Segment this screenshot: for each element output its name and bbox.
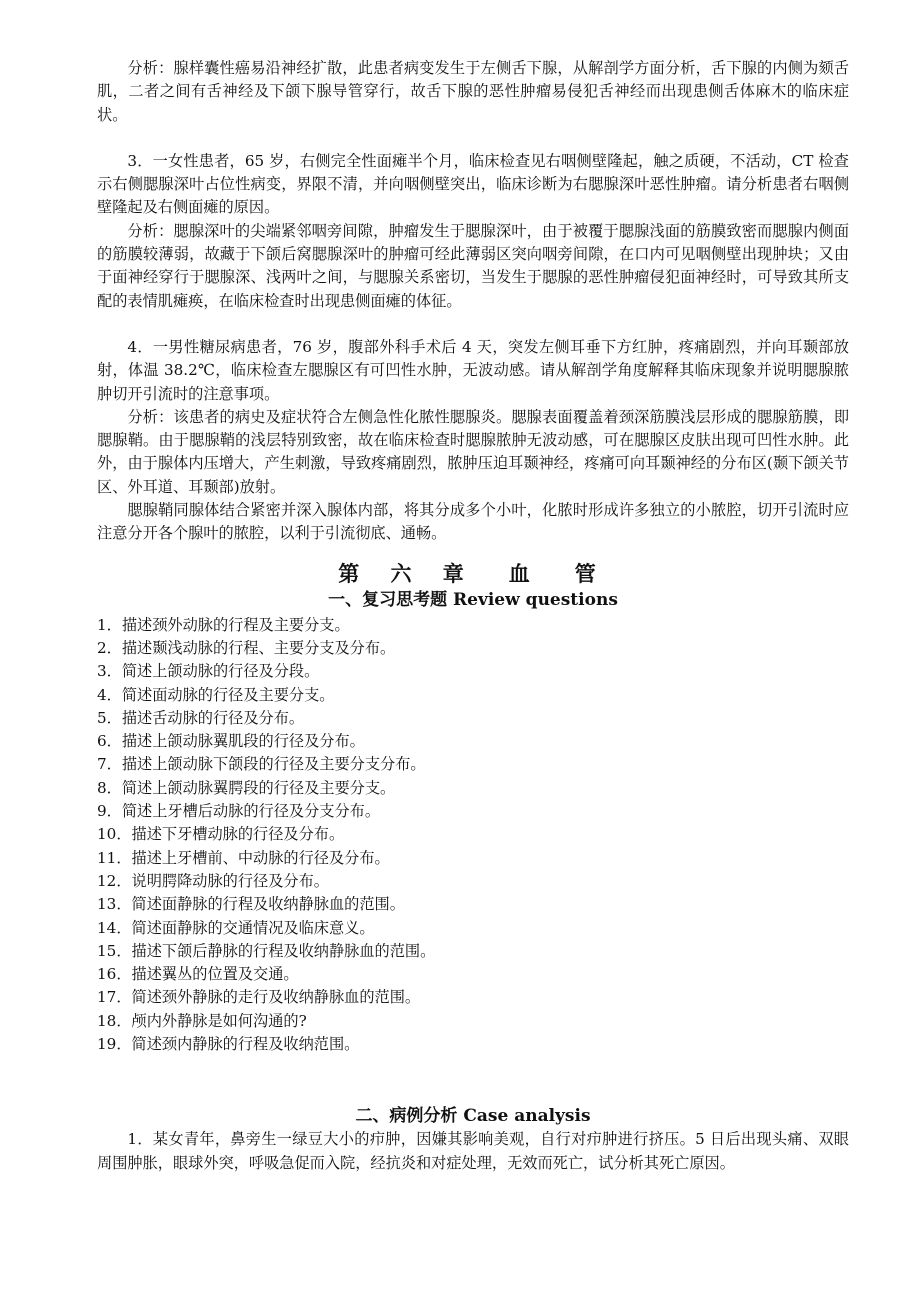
list-item: 8．简述上颌动脉翼腭段的行径及主要分支。 bbox=[97, 778, 396, 797]
list-item: 18．颅内外静脉是如何沟通的? bbox=[97, 1011, 307, 1030]
list-item: 19．简述颈内静脉的行程及收纳范围。 bbox=[97, 1034, 360, 1053]
list-item: 2．描述颞浅动脉的行程、主要分支及分布。 bbox=[97, 638, 396, 657]
list-item: 12．说明腭降动脉的行径及分布。 bbox=[97, 871, 329, 890]
list-item: 16．描述翼丛的位置及交通。 bbox=[97, 965, 299, 984]
paragraph-gap bbox=[97, 313, 849, 336]
section-gap bbox=[97, 1056, 849, 1104]
analysis-paragraph-case-4: 分析：该患者的病史及症状符合左侧急性化脓性腮腺炎。腮腺表面覆盖着颈深筋膜浅层形成的腮腺筋膜，即腮腺鞘。由于腮腺鞘的浅层特别致密，故在临床检查时腮腺脓肿无波动感，可在腮腺区皮肤出现可凹性水肿。此外，由于腺体内压增大，产生刺激，导致疼痛剧烈，脓肿压迫耳颞神经，疼痛可向耳颞神经的分布区(颞下颌关节区、外耳道、耳颞部)放射。 bbox=[97, 407, 849, 496]
list-item: 6．描述上颌动脉翼肌段的行径及分布。 bbox=[97, 732, 365, 751]
list-item: 7．描述上颌动脉下颌段的行径及主要分支分布。 bbox=[97, 755, 426, 774]
case-3-paragraph: 3．一女性患者，65 岁，右侧完全性面瘫半个月，临床检查见右咽侧壁隆起，触之质硬，不活动，CT 检查示右侧腮腺深叶占位性病变，界限不清，并向咽侧壁突出，临床诊断为右腮腺深叶恶性肿瘤。请分析患者右咽侧壁隆起及右侧面瘫的原因。 bbox=[97, 151, 849, 217]
list-item: 13．简述面静脉的行程及收纳静脉血的范围。 bbox=[97, 895, 405, 914]
paragraph-gap bbox=[97, 127, 849, 150]
case-analysis-heading: 二、病例分析 Case analysis bbox=[355, 1106, 591, 1127]
analysis-paragraph-case-2: 分析：腺样囊性癌易沿神经扩散，此患者病变发生于左侧舌下腺，从解剖学方面分析，舌下腺的内侧为颏舌肌，二者之间有舌神经及下颌下腺导管穿行，故舌下腺的恶性肿瘤易侵犯舌神经而出现患侧舌体麻木的临床症状。 bbox=[97, 59, 849, 124]
case-4-paragraph: 4．一男性糖尿病患者，76 岁，腹部外科手术后 4 天，突发左侧耳垂下方红肿，疼痛剧烈，并向耳颞部放射，体温 38.2℃，临床检查左腮腺区有可凹性水肿，无波动感。请从解剖学角度解释其临床现象并说明腮腺脓肿切开引流时的注意事项。 bbox=[97, 337, 849, 403]
review-questions-heading: 一、复习思考题 Review questions bbox=[328, 589, 618, 610]
list-item: 17．简述颈外静脉的走行及收纳静脉血的范围。 bbox=[97, 988, 421, 1007]
review-questions-list bbox=[97, 614, 849, 1057]
analysis-paragraph-case-4-continued: 腮腺鞘同腺体结合紧密并深入腺体内部，将其分成多个小叶，化脓时形成许多独立的小脓腔，切开引流时应注意分开各个腺叶的脓腔，以利于引流彻底、通畅。 bbox=[97, 501, 849, 543]
list-item: 1．描述颈外动脉的行程及主要分支。 bbox=[97, 615, 350, 634]
list-item: 4．简述面动脉的行径及主要分支。 bbox=[97, 685, 335, 704]
list-item: 14．简述面静脉的交通情况及临床意义。 bbox=[97, 918, 375, 937]
analysis-paragraph-case-3: 分析：腮腺深叶的尖端紧邻咽旁间隙，肿瘤发生于腮腺深叶，由于被覆于腮腺浅面的筋膜致密而腮腺内侧面的筋膜较薄弱，故藏于下颌后窝腮腺深叶的肿瘤可经此薄弱区突向咽旁间隙，在口内可见咽侧壁出现肿块；又由于面神经穿行于腮腺深、浅两叶之间，与腮腺关系密切，当发生于腮腺的恶性肿瘤侵犯面神经时，可导致其所支配的表情肌瘫痪，在临床检查时出现患侧面瘫的体征。 bbox=[97, 221, 849, 310]
list-item: 5．描述舌动脉的行径及分布。 bbox=[97, 708, 305, 727]
chapter-title: 第 六 章 血 管 bbox=[338, 560, 608, 586]
list-item: 3．简述上颌动脉的行径及分段。 bbox=[97, 662, 320, 681]
list-item: 15．描述下颌后静脉的行程及收纳静脉血的范围。 bbox=[97, 941, 436, 960]
list-item: 11．描述上牙槽前、中动脉的行径及分布。 bbox=[97, 848, 390, 867]
list-item: 10．描述下牙槽动脉的行径及分布。 bbox=[97, 825, 345, 844]
document-page bbox=[97, 57, 849, 1175]
list-item: 9．简述上牙槽后动脉的行径及分支分布。 bbox=[97, 802, 381, 821]
case-1-paragraph: 1．某女青年，鼻旁生一绿豆大小的疖肿，因嫌其影响美观，自行对疖肿进行挤压。5 日后出现头痛、双眼周围肿胀，眼球外突，呼吸急促而入院，经抗炎和对症处理，无效而死亡，试分析其死亡原因。 bbox=[97, 1130, 849, 1172]
